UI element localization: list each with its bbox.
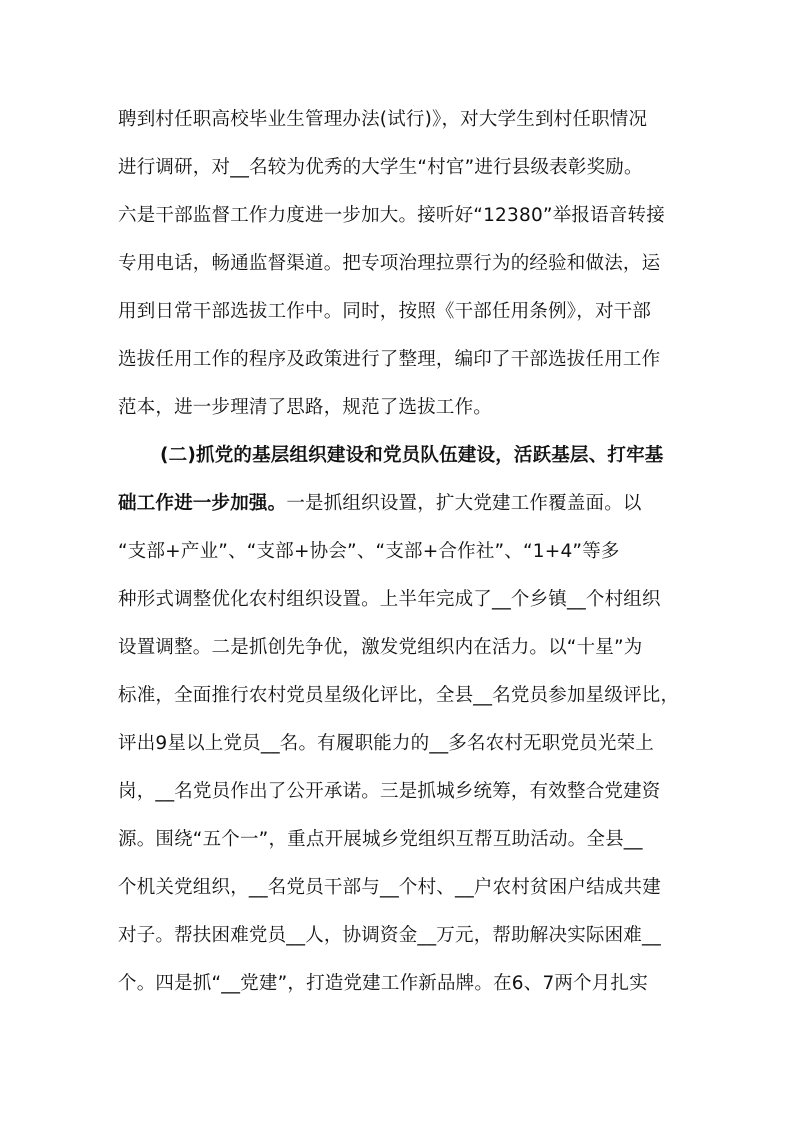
text-line: 种形式调整优化农村组织设置。上半年完成了__个乡镇__个村组织 xyxy=(118,589,661,610)
text-line: 设置调整。二是抓创先争优，激发党组织内在活力。以“十星”为 xyxy=(118,637,643,658)
text-line: 六是干部监督工作力度进一步加大。接听好“12380”举报语音转接 xyxy=(118,205,665,226)
text-line xyxy=(118,493,642,515)
section-heading: (二)抓党的基层组织建设和党员队伍建设，活跃基层、打牢基 xyxy=(160,445,664,466)
text-line: 范本，进一步理清了思路，规范了选拔工作。 xyxy=(118,397,493,418)
text-line: 选拔任用工作的程序及政策进行了整理，编印了干部选拔任用工作 xyxy=(118,349,661,370)
text-line: 对子。帮扶困难党员__人，协调资金__万元，帮助解决实际困难__ xyxy=(118,925,661,946)
text-line: 标准，全面推行农村党员星级化评比，全县__名党员参加星级评比， xyxy=(118,685,680,706)
text-line: 进行调研，对__名较为优秀的大学生“村官”进行县级表彰奖励。 xyxy=(118,157,643,178)
text-line: 用到日常干部选拔工作中。同时，按照《干部任用条例》，对干部 xyxy=(118,301,652,322)
text-line: 聘到村任职高校毕业生管理办法(试行)》，对大学生到村任职情况 xyxy=(118,109,648,130)
text-line: “支部+产业”、“支部+协会”、“支部+合作社”、“1+4”等多 xyxy=(118,541,620,562)
text-line: 专用电话，畅通监督渠道。把专项治理拉票行为的经验和做法，运 xyxy=(118,253,661,274)
section-heading-continuation: 础工作进一步加强。 xyxy=(118,493,287,514)
text-line: 源。围绕“五个一”，重点开展城乡党组织互帮互助活动。全县__ xyxy=(118,829,643,850)
text-line: 个。四是抓“__党建”，打造党建工作新品牌。在6、7两个月扎实 xyxy=(118,973,648,994)
text-line: 岗，__名党员作出了公开承诺。三是抓城乡统筹，有效整合党建资 xyxy=(118,781,661,802)
text-line: 评出9星以上党员__名。有履职能力的__多名农村无职党员光荣上 xyxy=(118,733,654,754)
text-segment: 一是抓组织设置，扩大党建工作覆盖面。以 xyxy=(286,493,642,514)
text-line: 个机关党组织，__名党员干部与__个村、__户农村贫困户结成共建 xyxy=(118,877,661,898)
